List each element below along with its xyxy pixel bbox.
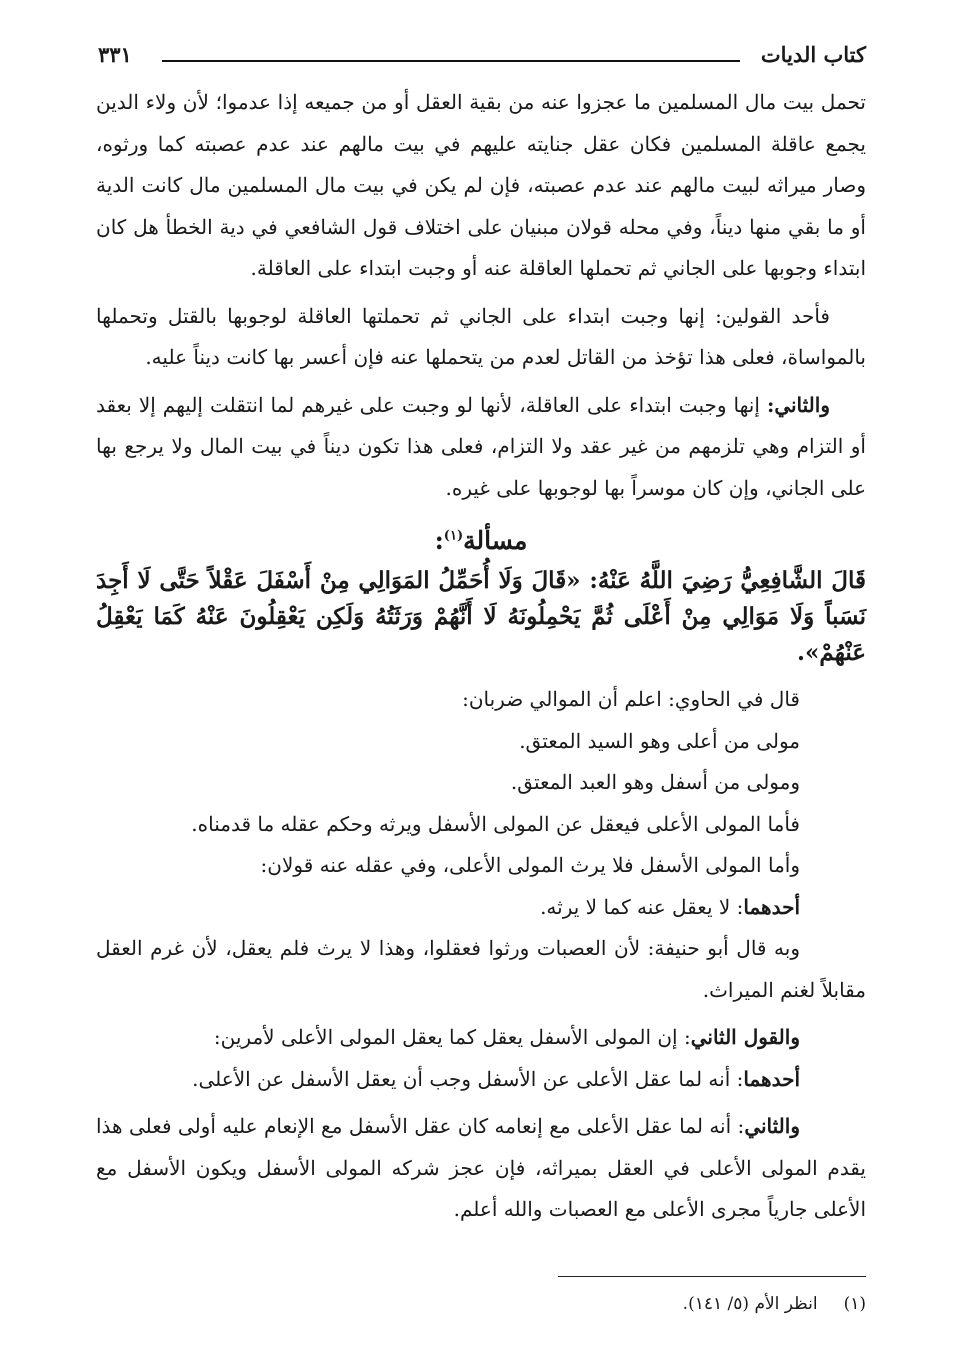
text-line: ومولى من أسفل وهو العبد المعتق.	[510, 770, 800, 794]
section-heading	[96, 519, 866, 563]
book-page	[96, 0, 866, 1367]
footnote	[683, 1290, 866, 1318]
section-colon: :	[434, 526, 444, 555]
footnote-rule	[558, 1276, 866, 1277]
paragraph-text: إنها وجبت ابتداء على العاقلة، لأنها لو وجبت على غيرهم لما انتقلت إليهم إلا بعقد أو التزام وهي تلزمهم من غير عقد ولا التزام، فعلى هذا تكون ديناً في بيت المال ولا يرجع بها على الجاني، وإن كان موسراً بها لوجوبها على غيره.	[96, 392, 866, 500]
text-line	[96, 1017, 866, 1059]
paragraph-text: : أنه لما عقل الأعلى عن الأسفل وجب أن يعقل الأسفل عن الأعلى.	[192, 1066, 744, 1091]
text-line: قال في الحاوي: اعلم أن الموالي ضربان:	[462, 687, 800, 711]
paragraph-lead: والثاني:	[766, 392, 830, 417]
footnote-ref[interactable]: (١)	[443, 528, 464, 544]
footnote-text: انظر الأم (٥/ ١٤١).	[682, 1294, 818, 1314]
paragraph	[96, 385, 866, 510]
paragraph: وبه قال أبو حنيفة: لأن العصبات ورثوا فعقلوا، وهذا لا يرث فلم يعقل، لأن غرم العقل مقابلاً لغنم الميراث.	[96, 936, 866, 1002]
page-number: ٣٣١	[98, 42, 132, 67]
header-rule	[162, 60, 740, 62]
paragraph-text: : أنه لما عقل الأعلى مع إنعامه كان عقل الأسفل مع الإنعام عليه أولى فعلى هذا يقدم المولى الأعلى في العقل بميراثه، فإن عجز شركه المولى الأسفل ويكون الأسفل مع الأعلى جارياً مجرى الأعلى مع العصبات والله أعلم.	[96, 1114, 866, 1221]
page-header	[96, 40, 866, 74]
footnote-number: (١)	[843, 1294, 866, 1314]
paragraph-text: : إن المولى الأسفل يعقل كما يعقل المولى الأعلى لأمرين:	[213, 1025, 691, 1049]
text-line: فأما المولى الأعلى فيعقل عن المولى الأسفل ويرثه وحكم عقله ما قدمناه.	[191, 811, 800, 836]
paragraph: فأحد القولين: إنها وجبت ابتداء على الجاني ثم تحملتها العاقلة لوجوبها بالقتل وتحملها بالمواساة، فعلى هذا تؤخذ من القاتل لعدم من يتحملها عنه فإن أعسر بها كانت ديناً عليه.	[96, 303, 866, 369]
text-line	[96, 1059, 866, 1101]
paragraph: تحمل بيت مال المسلمين ما عجزوا عنه من بقية العقل أو من جميعه إذا عدموا؛ لأن ولاء الدين يجمع عاقلة المسلمين فكان عقل جنايته عليهم في بيت مالهم عند عدم عصبته كما ورثوه، وصار ميراثه لبيت مالهم عند عدم عصبته، فإن لم يكن في بيت مال المسلمين مال كانت الدية أو ما بقي منها ديناً، وفي محله قولان مبنيان على اختلاف قول الشافعي في دية الخطأ هل كان ابتداء وجوبها على الجاني ثم تحملها العاقلة عنه أو وجبت ابتداء على العاقلة.	[96, 90, 866, 280]
paragraph-lead: والقول الثاني	[690, 1025, 800, 1049]
running-title: كتاب الديات	[760, 42, 866, 67]
section-title: مسألة	[463, 526, 528, 555]
text-line	[96, 887, 866, 929]
text-line: مولى من أعلى وهو السيد المعتق.	[519, 728, 800, 753]
paragraph-lead: أحدهما	[743, 1066, 800, 1091]
paragraph	[96, 1106, 866, 1231]
paragraph-lead: والثاني	[744, 1114, 800, 1138]
text-line: وأما المولى الأسفل فلا يرث المولى الأعلى، وفي عقله عنه قولان:	[260, 853, 800, 877]
quoted-text: قَالَ الشَّافِعِيُّ رَضِيَ اللَّهُ عَنْهُ: «قَالَ وَلَا أُحَمِّلُ المَوَالِي مِنْ أَسْفَلَ عَقْلاً حَتَّى لَا أَجِدَ نَسَباً وَلَا مَوَالِي مِنْ أَعْلَى ثُمَّ يَحْمِلُونَهُ لَا أَنَّهُمْ وَرَثَتُهُ وَلَكِن يَعْقِلُونَ عَنْهُ كَمَا يَعْقِلُ عَنْهُمْ».	[96, 567, 866, 666]
paragraph-lead: أحدهما	[743, 894, 800, 919]
page-body	[96, 82, 866, 1231]
paragraph-text: : لا يعقل عنه كما لا يرثه.	[540, 894, 744, 919]
